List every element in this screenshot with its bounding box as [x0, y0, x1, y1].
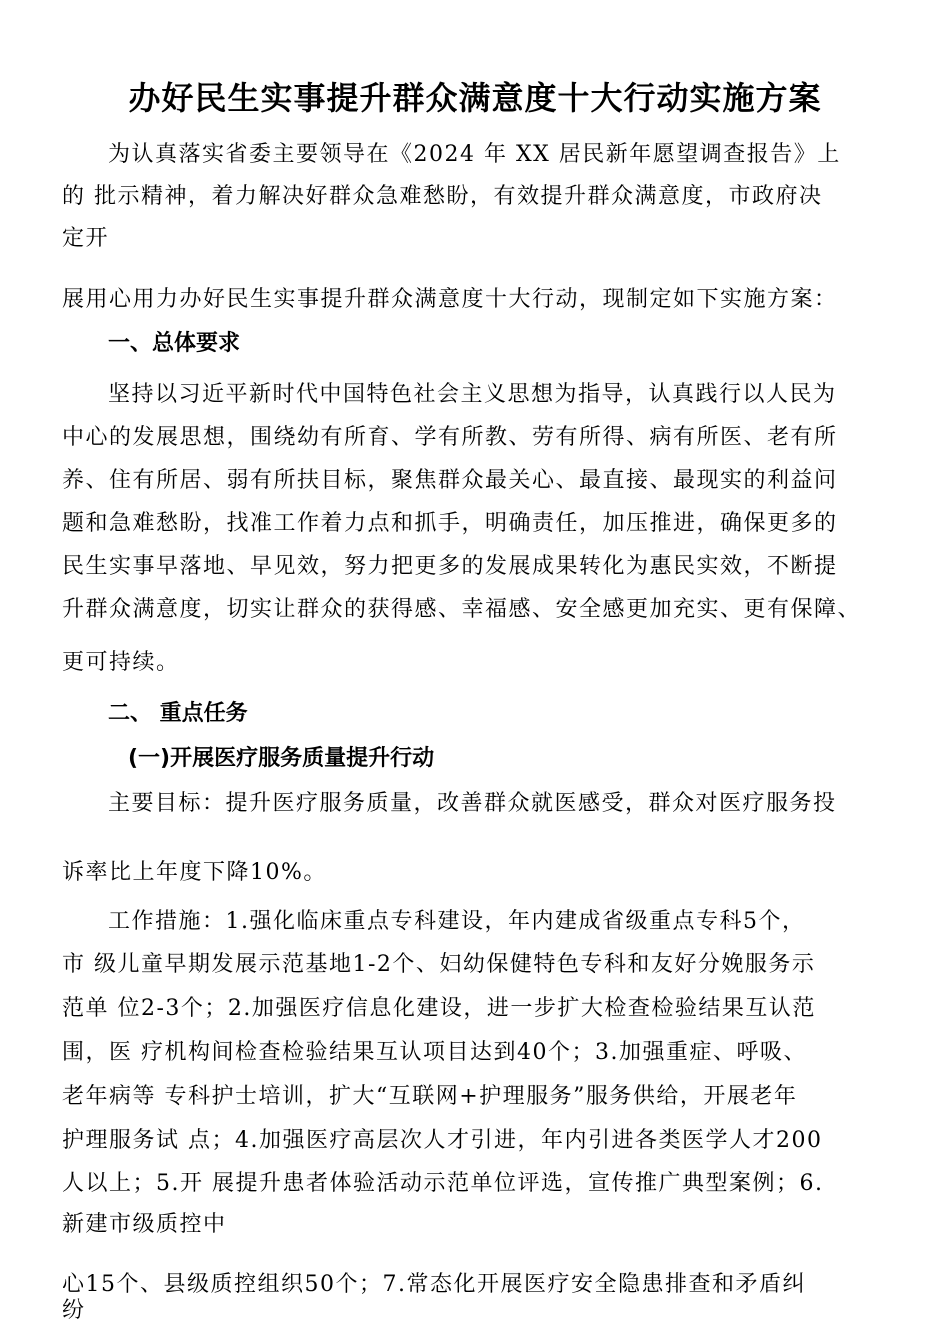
intro-line: 的 批示精神，着力解决好群众急难愁盼，有效提升群众满意度，市政府决 — [62, 184, 823, 209]
measure-line: 范单 位2-3个；2.加强医疗信息化建设，进一步扩大检查检验结果互认范 — [62, 996, 816, 1021]
measure-line: 心15个、县级质控组织50个；7.常态化开展医疗安全隐患排查和矛盾纠 — [62, 1272, 806, 1297]
section-heading-general-requirements: 一、总体要求 — [108, 331, 241, 356]
measure-line: 护理服务试 点；4.加强医疗高层次人才引进，年内引进各类医学人才200 — [62, 1128, 823, 1153]
measure-line: 市 级儿童早期发展示范基地1-2个、妇幼保健特色专科和友好分娩服务示 — [62, 952, 816, 977]
body-line: 养、住有所居、弱有所扶目标，聚焦群众最关心、最直接、最现实的利益问 — [62, 468, 838, 493]
body-line: 题和急难愁盼，找准工作着力点和抓手，明确责任，加压推进，确保更多的 — [62, 511, 838, 536]
intro-line: 定开 — [62, 226, 110, 251]
goal-line: 诉率比上年度下降10%。 — [62, 860, 327, 885]
document-title: 办好民生实事提升群众满意度十大行动实施方案 — [128, 79, 822, 117]
measure-line: 老年病等 专科护士培训，扩大“互联网+护理服务”服务供给，开展老年 — [62, 1084, 798, 1109]
goal-line: 主要目标：提升医疗服务质量，改善群众就医感受，群众对医疗服务投 — [108, 791, 837, 816]
measure-line: 纷 — [62, 1298, 86, 1323]
body-line: 民生实事早落地、早见效，努力把更多的发展成果转化为惠民实效，不断提 — [62, 554, 838, 579]
intro-line: 展用心用力办好民生实事提升群众满意度十大行动，现制定如下实施方案： — [62, 287, 838, 312]
body-line: 坚持以习近平新时代中国特色社会主义思想为指导，认真践行以人民为 — [108, 382, 837, 407]
measure-line: 新建市级质控中 — [62, 1212, 227, 1237]
body-line: 更可持续。 — [62, 650, 180, 675]
measure-line: 工作措施：1.强化临床重点专科建设，年内建成省级重点专科5个， — [108, 909, 806, 934]
body-line: 中心的发展思想，围绕幼有所育、学有所教、劳有所得、病有所医、老有所 — [62, 425, 838, 450]
intro-line: 为认真落实省委主要领导在《2024 年 XX 居民新年愿望调查报告》上 — [108, 142, 841, 167]
measure-line: 人以上；5.开 展提升患者体验活动示范单位评选，宣传推广典型案例；6. — [62, 1171, 824, 1196]
body-line: 升群众满意度，切实让群众的获得感、幸福感、安全感更加充实、更有保障、 — [62, 597, 862, 622]
section-heading-key-tasks: 二、 重点任务 — [108, 701, 248, 726]
measure-line: 围，医 疗机构间检查检验结果互认项目达到40个；3.加强重症、呼吸、 — [62, 1040, 807, 1065]
subsection-heading-medical-service: (一)开展医疗服务质量提升行动 — [128, 746, 435, 771]
